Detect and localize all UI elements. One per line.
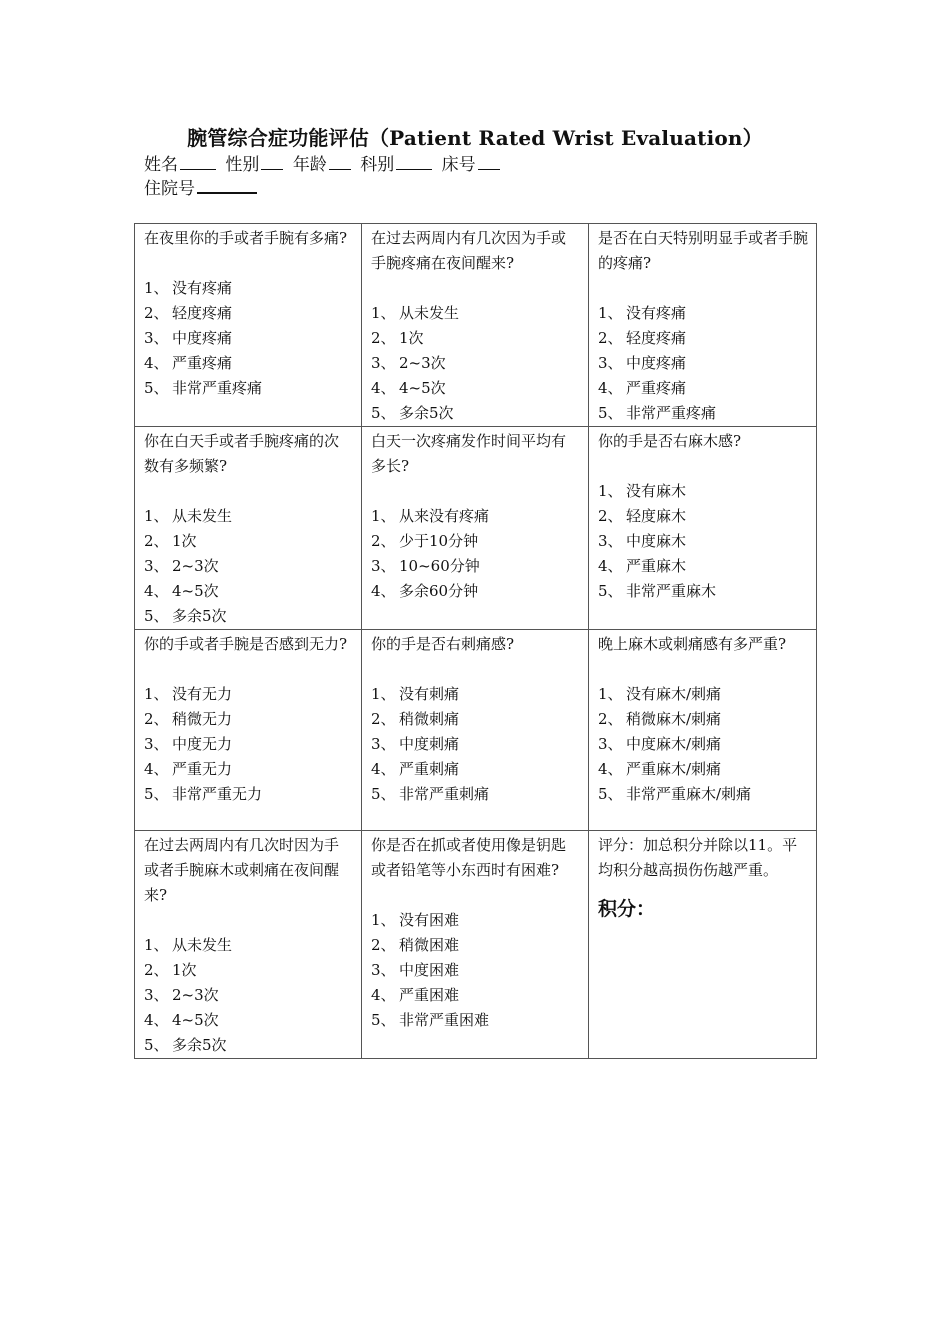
answer-option[interactable] [144,504,353,529]
option-text: 1次 [172,532,197,550]
table-row [135,427,817,630]
page-title: 腕管综合症功能评估（Patient Rated Wrist Evaluation） [187,126,763,150]
option-number: 1、 [598,685,623,703]
age-blank[interactable] [329,155,351,170]
option-text: 轻度疼痛 [172,304,233,322]
question-text: 你是否在抓或者使用像是钥匙或者铅笔等小东西时有困难? [371,836,567,879]
option-number: 5、 [144,607,169,625]
option-number: 3、 [598,354,623,372]
answer-option[interactable] [598,479,808,504]
option-number: 1、 [598,304,623,322]
option-text: 没有麻木/刺痛 [626,685,722,703]
option-number: 3、 [371,354,396,372]
option-number: 3、 [598,532,623,550]
option-text: 多余5次 [172,1036,227,1054]
questionnaire-table [134,223,817,1059]
admission-row [144,174,261,199]
option-text: 非常严重疼痛 [172,379,263,397]
option-text: 中度刺痛 [399,735,460,753]
option-text: 稍微困难 [399,936,460,954]
option-text: 轻度疼痛 [626,329,687,347]
question-text: 你的手是否右麻木感? [598,432,742,450]
answer-option[interactable] [144,604,353,629]
table-row [135,831,817,1059]
option-text: 严重刺痛 [399,760,460,778]
table-row [135,224,817,427]
option-number: 5、 [371,404,396,422]
option-text: 严重麻木/刺痛 [626,760,722,778]
option-number: 2、 [144,304,169,322]
question-text: 在过去两周内有几次时因为手或者手腕麻木或刺痛在夜间醒来? [144,836,340,904]
answer-option[interactable] [144,376,353,401]
option-text: 严重疼痛 [626,379,687,397]
option-number: 4、 [371,760,396,778]
answer-option[interactable] [371,351,580,376]
question-text: 你的手是否右刺痛感? [371,635,515,653]
option-number: 1、 [144,507,169,525]
question-text: 晚上麻木或刺痛感有多严重? [598,635,787,653]
answer-option[interactable] [144,554,353,579]
option-number: 4、 [144,1011,169,1029]
option-text: 中度无力 [172,735,233,753]
option-number: 1、 [598,482,623,500]
question-cell [589,630,817,831]
answer-option[interactable] [144,579,353,604]
option-number: 3、 [371,735,396,753]
question-text: 你在白天手或者手腕疼痛的次数有多频繁? [144,432,340,475]
question-cell [135,427,362,630]
answer-option[interactable] [371,732,580,757]
option-text: 2~3次 [172,986,219,1004]
option-number: 2、 [598,710,623,728]
option-text: 中度困难 [399,961,460,979]
option-text: 没有麻木 [626,482,687,500]
option-number: 1、 [144,685,169,703]
patient-info-row [144,150,504,175]
option-number: 2、 [598,507,623,525]
option-text: 多余5次 [399,404,454,422]
option-number: 2、 [144,710,169,728]
answer-option[interactable] [598,732,808,757]
answer-option[interactable] [144,276,353,301]
option-text: 稍微无力 [172,710,233,728]
option-text: 非常严重无力 [172,785,263,803]
option-number: 4、 [371,379,396,397]
answer-option[interactable] [371,682,580,707]
question-cell [362,427,589,630]
answer-option[interactable] [144,782,353,807]
option-number: 5、 [144,1036,169,1054]
option-number: 5、 [598,785,623,803]
option-text: 没有刺痛 [399,685,460,703]
option-text: 1次 [399,329,424,347]
option-number: 5、 [371,785,396,803]
answer-option[interactable] [371,958,580,983]
answer-option[interactable] [144,301,353,326]
answer-option[interactable] [371,782,580,807]
answer-option[interactable] [144,983,353,1008]
answer-option[interactable] [144,707,353,732]
answer-option[interactable] [371,707,580,732]
option-number: 4、 [598,760,623,778]
admission-blank[interactable] [197,178,257,194]
answer-option[interactable] [598,682,808,707]
option-number: 4、 [598,379,623,397]
question-cell [589,224,817,427]
answer-option[interactable] [144,682,353,707]
option-text: 4~5次 [399,379,446,397]
question-cell [362,831,589,1059]
answer-option[interactable] [371,757,580,782]
answer-option[interactable] [144,1008,353,1033]
option-text: 没有疼痛 [626,304,687,322]
answer-option[interactable] [371,908,580,933]
answer-option[interactable] [371,326,580,351]
option-number: 5、 [598,404,623,422]
option-text: 多余5次 [172,607,227,625]
scoring-cell [589,831,817,1059]
answer-option[interactable] [598,579,808,604]
option-text: 2~3次 [399,354,446,372]
answer-option[interactable] [371,376,580,401]
option-text: 非常严重麻木 [626,582,717,600]
option-text: 从未发生 [399,304,460,322]
bed-blank[interactable] [478,155,500,170]
name-label: 姓名 [144,155,178,175]
option-text: 稍微刺痛 [399,710,460,728]
option-number: 5、 [371,1011,396,1029]
option-text: 非常严重麻木/刺痛 [626,785,752,803]
answer-option[interactable] [371,504,580,529]
option-number: 2、 [598,329,623,347]
option-number: 3、 [371,961,396,979]
option-number: 1、 [144,279,169,297]
option-text: 严重麻木 [626,557,687,575]
option-text: 多余60分钟 [399,582,479,600]
answer-option[interactable] [598,782,808,807]
option-number: 5、 [598,582,623,600]
answer-option[interactable] [371,579,580,604]
gender-blank[interactable] [261,155,283,170]
option-text: 中度疼痛 [172,329,233,347]
answer-option[interactable] [144,529,353,554]
option-number: 3、 [371,557,396,575]
option-number: 2、 [144,961,169,979]
option-number: 1、 [371,911,396,929]
option-number: 1、 [144,936,169,954]
answer-option[interactable] [371,933,580,958]
option-number: 5、 [144,379,169,397]
option-number: 4、 [144,760,169,778]
answer-option[interactable] [371,529,580,554]
option-text: 4~5次 [172,1011,219,1029]
answer-option[interactable] [144,933,353,958]
option-text: 严重困难 [399,986,460,1004]
option-text: 从未发生 [172,507,233,525]
option-text: 4~5次 [172,582,219,600]
option-number: 5、 [144,785,169,803]
question-text: 是否在白天特别明显手或者手腕的疼痛? [598,229,809,272]
age-label: 年龄 [292,155,327,175]
option-number: 4、 [598,557,623,575]
answer-option[interactable] [144,732,353,757]
answer-option[interactable] [598,351,808,376]
answer-option[interactable] [598,504,808,529]
option-text: 没有无力 [172,685,233,703]
option-text: 非常严重疼痛 [626,404,717,422]
question-text: 在夜里你的手或者手腕有多痛? [144,229,348,247]
gender-label: 性别 [225,155,260,175]
answer-option[interactable] [144,958,353,983]
option-text: 1次 [172,961,197,979]
option-text: 中度麻木/刺痛 [626,735,722,753]
answer-option[interactable] [598,376,808,401]
option-number: 3、 [144,329,169,347]
option-text: 10~60分钟 [399,557,480,575]
question-text: 在过去两周内有几次因为手或手腕疼痛在夜间醒来? [371,229,567,272]
question-cell [135,831,362,1059]
dept-label: 科别 [360,155,395,175]
option-number: 3、 [144,557,169,575]
option-text: 非常严重刺痛 [399,785,490,803]
question-cell [135,224,362,427]
table-row [135,630,817,831]
option-text: 稍微麻木/刺痛 [626,710,722,728]
option-text: 中度疼痛 [626,354,687,372]
answer-option[interactable] [144,326,353,351]
option-number: 2、 [371,710,396,728]
option-text: 严重疼痛 [172,354,233,372]
answer-option[interactable] [598,757,808,782]
option-text: 从来没有疼痛 [399,507,490,525]
answer-option[interactable] [371,1008,580,1033]
answer-option[interactable] [598,707,808,732]
option-text: 非常严重困难 [399,1011,490,1029]
option-text: 没有疼痛 [172,279,233,297]
option-text: 没有困难 [399,911,460,929]
admission-label: 住院号 [144,179,195,199]
answer-option[interactable] [144,757,353,782]
option-text: 2~3次 [172,557,219,575]
question-cell [589,427,817,630]
name-blank[interactable] [180,155,216,170]
scoring-instructions: 评分：加总积分并除以11。平均积分越高损伤伤越严重。 [598,836,798,879]
option-number: 4、 [144,582,169,600]
score-label: 积分： [598,898,656,920]
option-number: 3、 [144,735,169,753]
option-number: 2、 [371,329,396,347]
option-text: 中度麻木 [626,532,687,550]
answer-option[interactable] [144,351,353,376]
option-number: 1、 [371,507,396,525]
option-number: 1、 [371,304,396,322]
option-number: 3、 [144,986,169,1004]
option-text: 轻度麻木 [626,507,687,525]
question-cell [362,630,589,831]
question-text: 白天一次疼痛发作时间平均有多长? [371,432,567,475]
option-text: 少于10分钟 [399,532,479,550]
answer-option[interactable] [598,326,808,351]
option-text: 从未发生 [172,936,233,954]
option-number: 4、 [371,986,396,1004]
question-cell [135,630,362,831]
option-number: 2、 [371,936,396,954]
option-number: 2、 [371,532,396,550]
option-number: 4、 [144,354,169,372]
answer-option[interactable] [144,1033,353,1058]
answer-option[interactable] [371,983,580,1008]
answer-option[interactable] [371,554,580,579]
answer-option[interactable] [371,301,580,326]
dept-blank[interactable] [396,155,432,170]
answer-option[interactable] [598,401,808,426]
option-number: 3、 [598,735,623,753]
answer-option[interactable] [598,301,808,326]
bed-label: 床号 [441,155,476,175]
answer-option[interactable] [371,401,580,426]
answer-option[interactable] [598,554,808,579]
question-text: 你的手或者手腕是否感到无力? [144,635,348,653]
option-number: 2、 [144,532,169,550]
option-text: 严重无力 [172,760,233,778]
answer-option[interactable] [598,529,808,554]
question-cell [362,224,589,427]
option-number: 4、 [371,582,396,600]
option-number: 1、 [371,685,396,703]
